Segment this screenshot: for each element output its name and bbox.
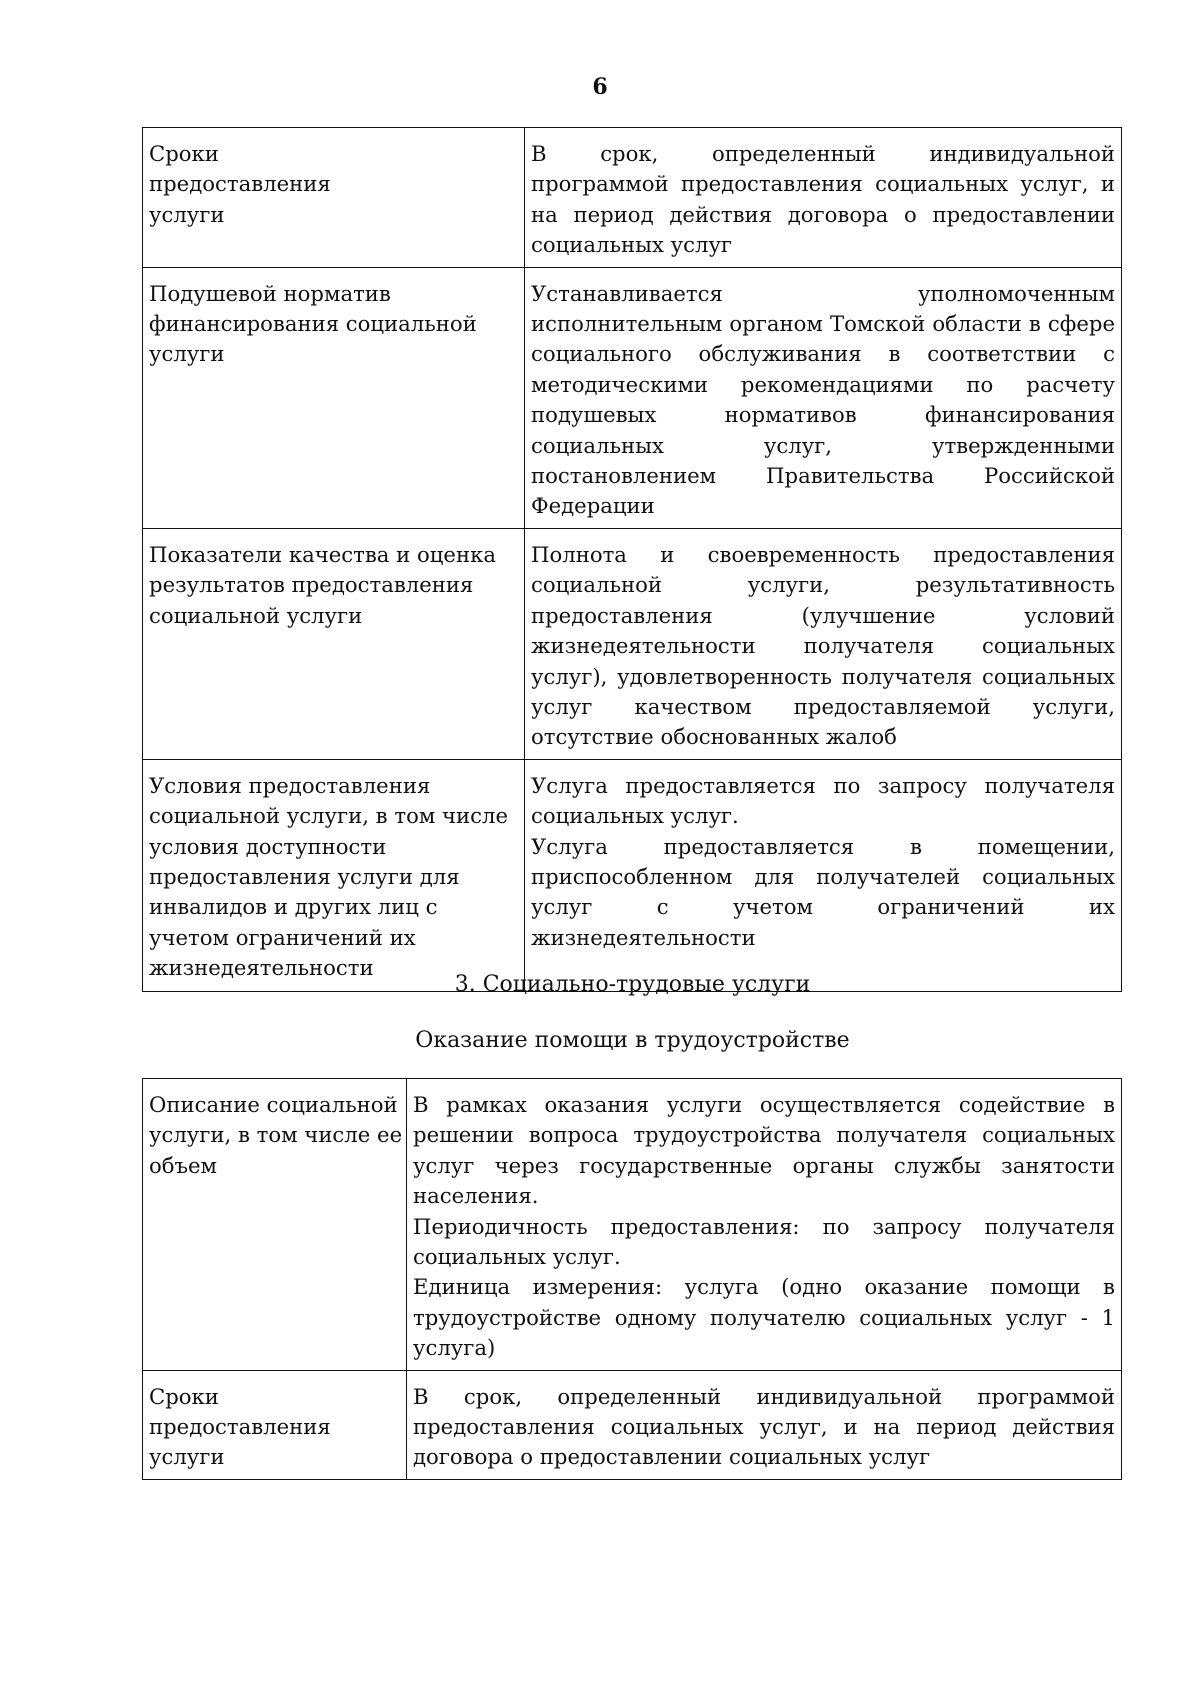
row-label: Подушевой норматив финансирования социальной услуги: [143, 267, 525, 528]
service-heading: Оказание помощи в трудоустройстве: [415, 1028, 850, 1053]
row-label: Условия предоставления социальной услуги, в том числе условия доступности предоставления услуги для инвалидов и других лиц с учетом ограничений их жизнедеятельности: [143, 759, 525, 991]
table-row: [143, 759, 1122, 991]
service-table-2: [142, 1078, 1122, 1480]
row-label: Сроки предоставления услуги: [143, 1370, 407, 1479]
row-value: [407, 1370, 1122, 1479]
table-row: [143, 128, 1122, 268]
paragraph: Единица измерения: услуга (одно оказание помощи в трудоустройстве одному получателю социальных услуг - 1 услуга): [413, 1274, 1115, 1361]
paragraph: Услуга предоставляется по запросу получателя социальных услуг.: [531, 772, 1115, 829]
paragraph: В рамках оказания услуги осуществляется содействие в решении вопроса трудоустройства получателя социальных услуг через государственные органы службы занятости населения.: [413, 1092, 1115, 1209]
paragraph: В срок, определенный индивидуальной программой предоставления социальных услуг, и на период действия договора о предоставлении социальных услуг: [413, 1383, 1115, 1470]
row-label: Показатели качества и оценка результатов предоставления социальной услуги: [143, 528, 525, 759]
table-row: [143, 528, 1122, 759]
page-number: 6: [592, 74, 608, 100]
paragraph: В срок, определенный индивидуальной программой предоставления социальных услуг, и на период действия договора о предоставлении социальных услуг: [531, 141, 1115, 258]
paragraph: Услуга предоставляется в помещении, приспособленном для получателей социальных услуг с учетом ограничений их жизнедеятельности: [531, 833, 1115, 950]
row-label: Описание социальной услуги, в том числе ее объем: [143, 1079, 407, 1371]
row-value: [525, 128, 1122, 268]
table-row: [143, 267, 1122, 528]
paragraph: Полнота и своевременность предоставления социальной услуги, результативность предоставления (улучшение условий жизнедеятельности получателя социальных услуг), удовлетворенность получателя социальных услуг качеством предоставляемой услуги, отсутствие обоснованных жалоб: [531, 541, 1115, 750]
row-label: Сроки предоставления услуги: [143, 128, 525, 268]
row-value: [525, 267, 1122, 528]
row-value: [525, 528, 1122, 759]
paragraph: Периодичность предоставления: по запросу получателя социальных услуг.: [413, 1213, 1115, 1270]
row-value: [407, 1079, 1122, 1371]
table-row: [143, 1079, 1122, 1371]
service-table-1: [142, 127, 1122, 992]
table-row: [143, 1370, 1122, 1479]
paragraph: Устанавливается уполномоченным исполнительным органом Томской области в сфере социального обслуживания в соответствии с методическими рекомендациями по расчету подушевых нормативов финансирования социальных услуг, утвержденными постановлением Правительства Российской Федерации: [531, 280, 1115, 519]
row-value: [525, 759, 1122, 991]
section-heading: 3. Социально-трудовые услуги: [454, 972, 811, 997]
